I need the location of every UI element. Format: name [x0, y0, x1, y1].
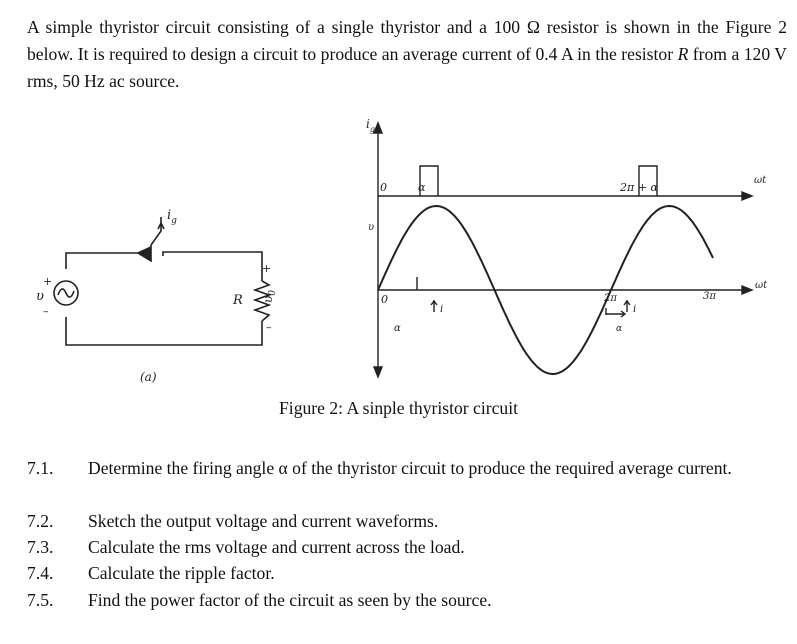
question-text: Sketch the output voltage and current waveforms. [88, 511, 439, 531]
gate-current-label: $i_g$ [167, 208, 177, 226]
source-minus-label: – [43, 305, 49, 318]
origin-bottom-label: 0 [381, 293, 388, 306]
question-text: Calculate the rms voltage and current across the load. [88, 537, 465, 557]
question-number: 7.2. [27, 511, 54, 531]
alpha-bottom-label: α [394, 323, 401, 334]
question-number: 7.3. [27, 537, 54, 557]
gate-marker-2 [606, 308, 625, 317]
wt-bottom-label: ωt [755, 280, 768, 291]
output-minus-label: – [266, 321, 272, 334]
question-text: Calculate the ripple factor. [88, 563, 275, 583]
intro-text-1: A simple thyristor circuit consisting of a single thyristor and a 100 Ω resistor is shown in the Figure 2 below. It is required to design a circuit to produce an average current of 0.4 A in the resistor [27, 17, 787, 64]
resistor-label: R [233, 293, 243, 308]
ig-mark-label-1: i [440, 304, 444, 315]
question-number: 7.5. [27, 590, 54, 610]
two-pi-label: 2π [604, 293, 617, 304]
figure-2 [0, 105, 797, 397]
intro-text-2: from a 120 V rms, 50 Hz ac source. [27, 44, 787, 91]
question-text: Find the power factor of the circuit as seen by the source. [88, 590, 492, 610]
ig-mark-arrow-2 [624, 300, 630, 312]
thyristor-icon [138, 245, 151, 261]
waveform-axes [374, 123, 752, 377]
alpha-bottom-label-2: α [616, 324, 623, 334]
source-plus-label: + [43, 275, 53, 288]
source-voltage-label: υ [36, 289, 44, 304]
question-text: Determine the firing angle α of the thyristor circuit to produce the required average current. [88, 458, 732, 478]
ig-mark-label-2: i [633, 304, 637, 315]
circuit-part-label: (a) [140, 370, 157, 384]
question-number: 7.4. [27, 563, 54, 583]
resistor-symbol: R [677, 44, 689, 64]
output-plus-label: + [262, 262, 272, 275]
origin-top-label: 0 [380, 181, 387, 194]
voltage-axis-label: υ [368, 222, 375, 233]
axis-arrow-up-icon [374, 123, 382, 133]
circuit-wire-left [66, 252, 262, 281]
three-pi-label: 3π [703, 291, 716, 302]
axis-arrow-down-icon [374, 367, 382, 377]
ig-mark-arrow-1 [431, 300, 437, 312]
alpha-top-label: α [418, 181, 426, 194]
question-number: 7.1. [27, 458, 54, 478]
circuit-wire-right-lower [66, 317, 262, 345]
ac-wave-icon [58, 289, 74, 297]
v-axis-arrow-icon [742, 286, 752, 294]
figure-caption: Figure 2: A sinple thyristor circuit [279, 398, 518, 418]
wt-top-label: ωt [754, 175, 767, 186]
two-pi-alpha-label: 2π + α [620, 181, 658, 194]
gate-lead [151, 217, 161, 245]
output-voltage-label: $\upsilon_0$ [261, 289, 278, 303]
ig-axis-arrow-icon [742, 192, 752, 200]
ig-axis-label: $i_g$ [366, 117, 375, 134]
problem-intro [27, 14, 787, 95]
